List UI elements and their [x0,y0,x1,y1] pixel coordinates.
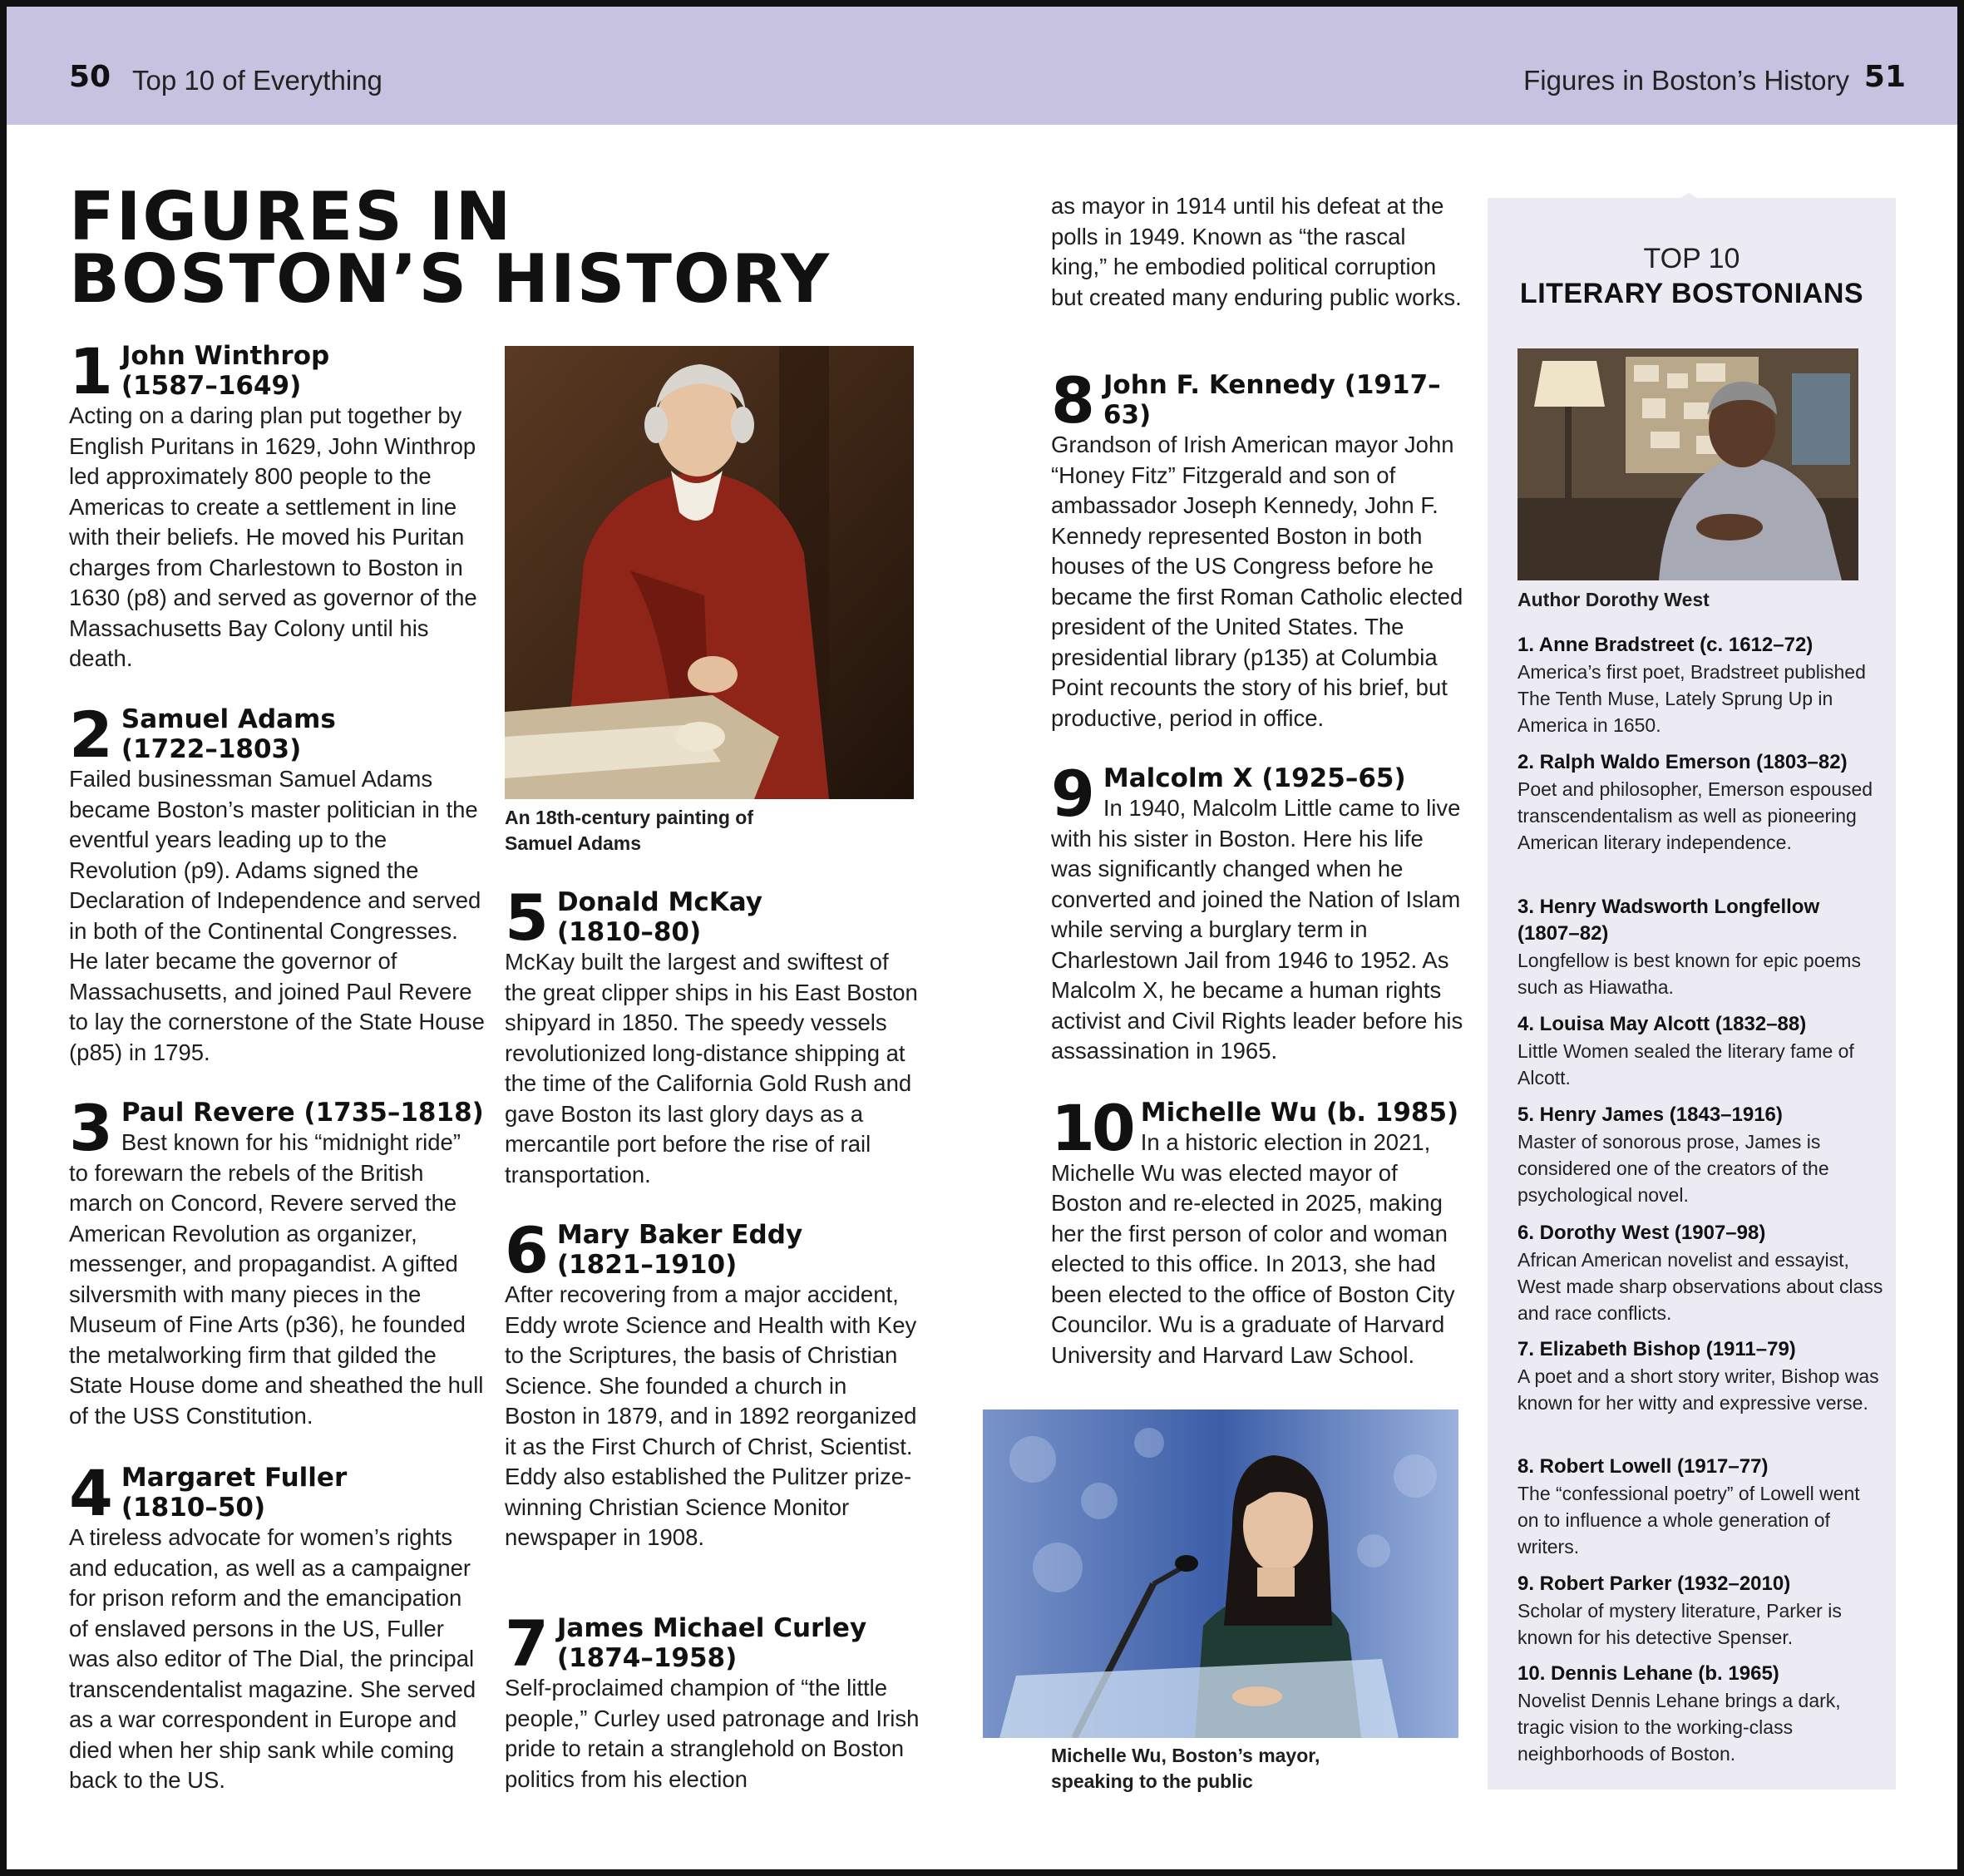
entry-heading: Samuel Adams [121,704,336,734]
right-running-head: Figures in Boston’s History [1523,65,1849,96]
entry-heading: John Winthrop [121,341,330,371]
entry-number: 6 [505,1213,549,1287]
entry-body: Best known for his “midnight ride” to forewarn the rebels of the British march on Concord, Revere served the American Revolution as organizer, messenger, and propagandist. A gifted silversmith with many pieces in the Museum of Fine Arts (p36), he founded the metalworking firm that gilded the State House dome and sheathed the hull of the USS Constitution. [69,1129,484,1429]
entry-body: Grandson of Irish American mayor John “Honey Fitz” Fitzgerald and son of ambassador Joseph Kennedy, John F. Kennedy represented Boston in both houses of the US Congress before he became the first Roman Catholic elected president of the United States. The presidential library (p135) at Columbia Point recounts the story of his brief, but productive, period in office. [1051,432,1463,731]
sidebar-title-top10: TOP 10 [1643,243,1740,274]
literary-item [1517,1661,1883,1767]
literary-item [1517,894,1883,1000]
literary-item [1517,1011,1883,1091]
entry-4 [69,1456,485,1796]
entry-heading: Michelle Wu (b. 1985) [1140,1098,1459,1128]
literary-item-heading: 6. Dorothy West (1907–98) [1517,1222,1766,1244]
entry-number: 4 [69,1456,113,1530]
entry-body: In 1940, Malcolm Little came to live with his sister in Boston. Here his life was significantly changed when he converted and joined the Nation of Islam while serving a burglary term in Charlestown Jail from 1946 to 1952. As Malcolm X, he became a human rights activist and Civil Rights leader before his assassination in 1965. [1051,795,1463,1064]
michelle-wu-photo [983,1409,1458,1738]
entry-body: In a historic election in 2021, Michelle Wu was elected mayor of Boston and re-elected in 2025, making her the first person of color and woman elected to this office. In 2013, she had been elected to the office of Boston City Councilor. Wu is a graduate of Harvard University and Harvard Law School. [1051,1129,1455,1368]
entry-body: Self-proclaimed champion of “the little people,” Curley used patronage and Irish pride to retain a stranglehold on Boston politics from his election [505,1675,920,1792]
entry-heading: Margaret Fuller [121,1463,348,1493]
literary-item-body: A poet and a short story writer, Bishop was known for her witty and expressive verse. [1517,1365,1879,1414]
entry-heading: Donald McKay [556,887,762,917]
sidebar-notch [1651,193,1726,215]
samuel-adams-painting [505,346,914,799]
entry-7-continued [1051,191,1467,313]
entry-6 [505,1213,920,1553]
literary-item-heading: 2. Ralph Waldo Emerson (1803–82) [1517,751,1848,773]
literary-item-body: African American novelist and essayist, West made sharp observations about class and race conflicts. [1517,1249,1883,1324]
page-title [69,178,831,318]
entry-1 [69,334,485,674]
entry-2 [69,698,485,1068]
literary-item [1517,632,1883,738]
entry-9 [1051,757,1467,1067]
literary-item-heading: 8. Robert Lowell (1917–77) [1517,1455,1769,1478]
page-title-line-2: BOSTON’S HISTORY [69,240,831,318]
literary-item-body: America’s first poet, Bradstreet published The Tenth Muse, Lately Sprung Up in America in 1650. [1517,661,1866,736]
literary-item [1517,1336,1883,1416]
literary-item [1517,1571,1883,1651]
literary-item-body: Longfellow is best known for epic poems such as Hiawatha. [1517,950,1861,998]
left-running-head: Top 10 of Everything [132,65,382,96]
wu-caption: Michelle Wu, Boston’s mayor, speaking to the public [1051,1745,1320,1792]
literary-item-heading: 3. Henry Wadsworth Longfellow (1807–82) [1517,896,1820,945]
adams-caption: An 18th-century painting of Samuel Adams [505,807,753,854]
entry-heading-dates: (1810–80) [556,917,702,947]
page-header-band [7,7,1957,125]
literary-item-body: Scholar of mystery literature, Parker is known for his detective Spenser. [1517,1600,1842,1648]
literary-item-body: The “confessional poetry” of Lowell went on to influence a whole generation of writers. [1517,1483,1860,1558]
entry-10 [1051,1091,1467,1370]
literary-item [1517,1454,1883,1560]
entry-number: 9 [1051,757,1095,831]
entry-heading-dates: (1722–1803) [121,734,302,764]
entry-body: A tireless advocate for women’s rights and education, as well as a campaigner for prison reform and the emancipation of enslaved persons in the US, Fuller was also editor of The Dial, the principal transcendentalist magazine. She served as a war correspondent in Europe and died when her ship sank while coming back to the US. [69,1524,476,1793]
entry-body: as mayor in 1914 until his defeat at the polls in 1949. Known as “the rascal king,” he embodied political corruption but created many enduring public works. [1051,193,1462,310]
entry-body: Failed businessman Samuel Adams became Boston’s master politician in the eventful years leading up to the Revolution (p9). Adams signed the Declaration of Independence and served in both of the Continental Congresses. He later became the governor of Massachusetts, and joined Paul Revere to lay the cornerstone of the State House (p85) in 1795. [69,766,485,1065]
entry-heading: Paul Revere (1735–1818) [121,1098,484,1128]
literary-item [1517,1102,1883,1208]
entry-8 [1051,363,1467,733]
literary-item [1517,749,1883,856]
literary-item-heading: 4. Louisa May Alcott (1832–88) [1517,1013,1807,1035]
entry-heading: John F. Kennedy (1917–63) [1103,370,1441,430]
literary-item-heading: 5. Henry James (1843–1916) [1517,1103,1783,1126]
entry-5 [505,881,920,1190]
literary-item-heading: 9. Robert Parker (1932–2010) [1517,1572,1791,1595]
literary-item-heading: 10. Dennis Lehane (b. 1965) [1517,1662,1779,1685]
entry-number: 8 [1051,363,1095,437]
entry-body: McKay built the largest and swiftest of the great clipper ships in his East Boston shipyard in 1850. The speedy vessels revolutionized long-distance shipping at the time of the California Gold Rush and gave Boston its last glory days as a mercantile port before the rise of rail transportation. [505,949,918,1187]
entry-heading-dates: (1810–50) [121,1493,266,1523]
sidebar-title [1488,241,1896,311]
entry-number: 2 [69,698,113,772]
entry-heading-dates: (1874–1958) [556,1643,738,1673]
entry-body: After recovering from a major accident, Eddy wrote Science and Health with Key to the Scriptures, the basis of Christian Science. She founded a church in Boston in 1879, and in 1892 reorganized it as the First Church of Christ, Scientist. Eddy also established the Pulitzer prize-winning Christian Science Monitor newspaper in 1908. [505,1281,917,1550]
left-page-number: 50 [69,60,111,94]
literary-item [1517,1220,1883,1326]
sidebar-title-topic: LITERARY BOSTONIANS [1519,278,1864,309]
entry-number: 1 [69,334,113,408]
literary-item-body: Master of sonorous prose, James is considered one of the creators of the psychological novel. [1517,1131,1829,1206]
literary-item-heading: 7. Elizabeth Bishop (1911–79) [1517,1338,1796,1360]
entry-heading: Mary Baker Eddy [556,1220,803,1250]
entry-number: 5 [505,881,549,955]
literary-item-body: Little Women sealed the literary fame of Alcott. [1517,1040,1854,1089]
entry-body: Acting on a daring plan put together by English Puritans in 1629, John Winthrop led approximately 800 people to the Americas to create a settlement in line with their beliefs. He moved his Puritan charges from Charlestown to Boston in 1630 (p8) and served as governor of the Massachusetts Bay Colony until his death. [69,402,477,671]
entry-7 [505,1607,920,1795]
entry-number: 3 [69,1091,113,1165]
page-title-line-1: FIGURES IN [69,178,513,255]
entry-heading: Malcolm X (1925–65) [1103,763,1406,793]
entry-3 [69,1091,485,1431]
entry-heading: James Michael Curley [556,1613,867,1643]
entry-number: 10 [1051,1091,1133,1165]
literary-item-heading: 1. Anne Bradstreet (c. 1612–72) [1517,634,1813,656]
entry-heading-dates: (1821–1910) [556,1250,738,1280]
literary-item-body: Novelist Dennis Lehane brings a dark, tragic vision to the working-class neighborhoods of Boston. [1517,1690,1841,1765]
entry-number: 7 [505,1607,549,1681]
dorothy-west-photo [1517,348,1858,580]
literary-item-body: Poet and philosopher, Emerson espoused transcendentalism as well as pioneering American literary independence. [1517,778,1873,853]
west-caption: Author Dorothy West [1517,589,1710,610]
right-page-number: 51 [1863,60,1906,94]
entry-heading-dates: (1587–1649) [121,371,302,401]
